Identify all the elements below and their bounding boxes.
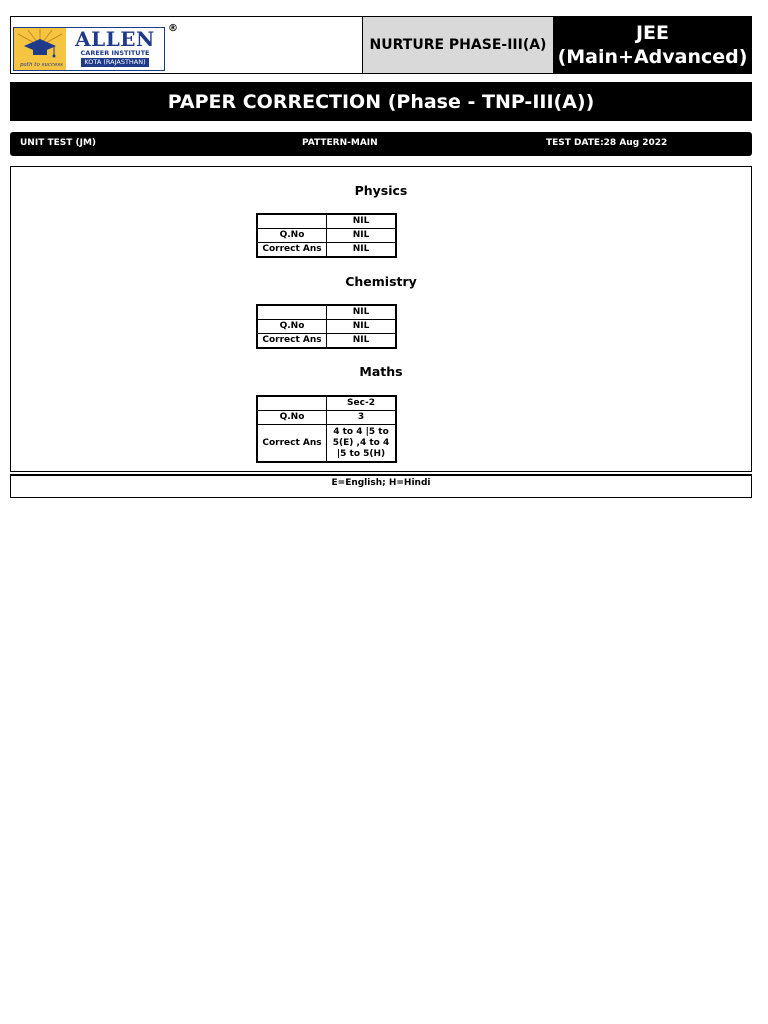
language-legend: E=English; H=Hindi (10, 474, 752, 498)
table-cell: NIL (327, 334, 397, 349)
table-cell: Q.No (257, 411, 327, 425)
table-cell: NIL (327, 229, 397, 243)
physics-table (256, 213, 397, 258)
table-cell: NIL (327, 320, 397, 334)
table-cell (257, 305, 327, 320)
subject-title-physics: Physics (354, 183, 408, 198)
table-cell: NIL (327, 305, 397, 320)
table-cell: Correct Ans (257, 425, 327, 463)
page-title: PAPER CORRECTION (Phase - TNP-III(A)) (10, 82, 752, 121)
table-cell (327, 425, 397, 463)
registered-mark: ® (168, 23, 178, 34)
table-cell: Correct Ans (257, 334, 327, 349)
subject-title-chemistry: Chemistry (345, 274, 417, 289)
graduation-cap-emblem-icon (14, 28, 66, 70)
chemistry-table (256, 304, 397, 349)
answer-line: |5 to 5(H) (336, 448, 386, 459)
table-cell: Q.No (257, 229, 327, 243)
table-row (257, 243, 396, 258)
maths-table (256, 395, 397, 463)
table-cell (257, 396, 327, 411)
test-date: TEST DATE:28 Aug 2022 (546, 138, 668, 148)
exam-line-2: (Main+Advanced) (557, 46, 748, 68)
document-header (10, 16, 752, 74)
exam-label (554, 17, 751, 73)
test-pattern: PATTERN-MAIN (302, 138, 378, 148)
table-row (257, 334, 396, 349)
table-row (257, 396, 396, 411)
logo-subtitle: CAREER INSTITUTE (80, 49, 150, 57)
table-row (257, 411, 396, 425)
table-cell: Correct Ans (257, 243, 327, 258)
table-cell: NIL (327, 243, 397, 258)
logo-cell (11, 17, 363, 73)
logo-tagline: path to success (20, 62, 63, 68)
answer-line: 4 to 4 |5 to (333, 426, 389, 437)
table-cell (257, 214, 327, 229)
exam-line-1: JEE (635, 22, 670, 44)
table-row (257, 425, 396, 463)
table-cell: 3 (327, 411, 397, 425)
table-cell: Sec-2 (327, 396, 397, 411)
subject-title-maths: Maths (359, 364, 403, 379)
corrections-panel (10, 166, 752, 472)
logo-brand: ALLEN (75, 27, 155, 51)
answer-line: 5(E) ,4 to 4 (332, 437, 390, 448)
test-info-bar (10, 132, 752, 156)
table-cell: Q.No (257, 320, 327, 334)
phase-label: NURTURE PHASE-III(A) (363, 17, 554, 73)
table-row (257, 320, 396, 334)
test-name: UNIT TEST (JM) (20, 138, 97, 148)
logo-location: KOTA (RAJASTHAN) (81, 58, 148, 67)
table-cell: NIL (327, 214, 397, 229)
table-row (257, 305, 396, 320)
table-row (257, 214, 396, 229)
logo-text (66, 28, 164, 70)
allen-logo (13, 27, 165, 71)
table-row (257, 229, 396, 243)
